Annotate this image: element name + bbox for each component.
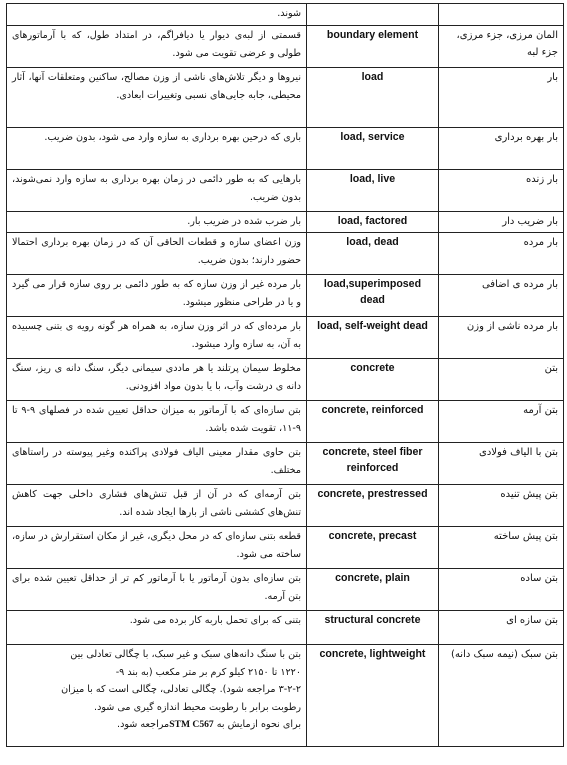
definition-cell: بتن حاوی مقدار معینی الیاف فولادی پراکنده وغیر پیوسته در راستاهای مختلف. xyxy=(7,443,307,485)
glossary-table xyxy=(6,3,564,747)
definition-cell: قطعه بتنی سازه‌ای که در محل دیگری، غیر از مکان استقرارش در سازه، ساخته می شود. xyxy=(7,527,307,569)
definition-text: برای نحوه ازمایش به xyxy=(216,719,301,730)
table-row xyxy=(7,128,564,170)
english-term-cell: concrete xyxy=(307,359,439,401)
english-term-cell: boundary element xyxy=(307,26,439,68)
definition-cell: وزن اعضای سازه و قطعات الحاقی آن که در زمان بهره برداری احتمالا حضور دارند؛ بدون ضریب. xyxy=(7,233,307,275)
english-term-cell: load, dead xyxy=(307,233,439,275)
table-row xyxy=(7,401,564,443)
persian-term-cell: بار مرده xyxy=(439,233,564,275)
persian-term-cell: بار مرده ناشی از وزن xyxy=(439,317,564,359)
table-row xyxy=(7,645,564,747)
definition-line: ۱۲۲۰ تا ۲۱۵۰ کیلو کرم بر متر مکعب (به بند ۹- xyxy=(115,666,301,678)
definition-line: ۳-۲-۲ مراجعه شود). چگالی تعادلی، چگالی است که با میزان xyxy=(61,684,301,695)
english-term-cell: concrete, prestressed xyxy=(307,485,439,527)
persian-term-cell xyxy=(439,4,564,26)
persian-term-cell: المان مرزی، جزء مرزی، جزء لبه xyxy=(439,26,564,68)
standard-code: STM C567 xyxy=(169,719,214,730)
definition-cell: مخلوط سیمان پرتلند یا هر ماددی سیمانی دیگر، سنگ دانه ی ریز، سنگ دانه ی درشت وآب، با یا بدون مواد افزودنی. xyxy=(7,359,307,401)
table-row xyxy=(7,275,564,317)
definition-cell: قسمتی از لبه‌ی دیوار یا دیافراگم، در امتداد طول، که با آرماتورهای طولی و عرضی تقویت می شود. xyxy=(7,26,307,68)
persian-term-cell: بار زنده xyxy=(439,170,564,212)
definition-line xyxy=(12,716,301,734)
english-term-cell: load, live xyxy=(307,170,439,212)
table-row xyxy=(7,485,564,527)
english-term-cell: load, self-weight dead xyxy=(307,317,439,359)
table-row xyxy=(7,569,564,611)
table-row xyxy=(7,527,564,569)
persian-term-cell: بار ضریب دار xyxy=(439,212,564,233)
english-term-cell: load,superimposed dead xyxy=(307,275,439,317)
table-row xyxy=(7,68,564,128)
english-term-cell: structural concrete xyxy=(307,611,439,645)
definition-cell: بتن سازه‌ای که با آرماتور به میزان حداقل تعیین شده در فصلهای ۹-۹ تا ۹-۱۱، تقویت شده باشد. xyxy=(7,401,307,443)
english-term-cell: concrete, steel fiber reinforced xyxy=(307,443,439,485)
definition-line: رطوبت برابر با رطوبت محیط اندازه گیری می شود. xyxy=(94,701,301,713)
persian-term-cell: بتن با الیاف فولادی xyxy=(439,443,564,485)
table-row xyxy=(7,4,564,26)
english-term-cell: concrete, lightweight xyxy=(307,645,439,747)
english-term-cell: concrete, plain xyxy=(307,569,439,611)
table-row xyxy=(7,26,564,68)
definition-cell: بارهایی که به طور دائمی در زمان بهره برداری به سازه وارد نمی‌شوند، بدون ضریب. xyxy=(7,170,307,212)
english-term-cell: load xyxy=(307,68,439,128)
persian-term-cell: بتن پیش تنیده xyxy=(439,485,564,527)
persian-term-cell: بار xyxy=(439,68,564,128)
english-term-cell: concrete, reinforced xyxy=(307,401,439,443)
persian-term-cell: بار بهره برداری xyxy=(439,128,564,170)
table-row xyxy=(7,233,564,275)
table-row xyxy=(7,317,564,359)
definition-text: مراجعه شود. xyxy=(117,719,170,730)
definition-cell: نیروها و دیگر تلاش‌های ناشی از وزن مصالح، ساکنین ومتعلقات آنها، آثار محیطی، جابه جایی‌های نسبی وتغییرات ابعادی. xyxy=(7,68,307,128)
persian-term-cell: بتن سازه ای xyxy=(439,611,564,645)
table-row xyxy=(7,170,564,212)
table-row xyxy=(7,443,564,485)
definition-line: بتن با سنگ دانه‌های سبک و غیر سبک، با چگالی تعادلی بین xyxy=(70,649,301,660)
persian-term-cell: بار مرده ی اضافی xyxy=(439,275,564,317)
definition-cell: بار ضرب شده در ضریب بار. xyxy=(7,212,307,233)
definition-cell: بتن آرمه‌ای که در آن از قبل تنش‌های فشاری داخلی جهت کاهش تنش‌های کششی ناشی از بارها ایجاد شده اند. xyxy=(7,485,307,527)
english-term-cell xyxy=(307,4,439,26)
persian-term-cell: بتن xyxy=(439,359,564,401)
table-row xyxy=(7,611,564,645)
persian-term-cell: بتن آرمه xyxy=(439,401,564,443)
table-row xyxy=(7,212,564,233)
persian-term-cell: بتن ساده xyxy=(439,569,564,611)
english-term-cell: load, factored xyxy=(307,212,439,233)
persian-term-cell: بتن سبک (نیمه سبک دانه) xyxy=(439,645,564,747)
definition-cell: شوند. xyxy=(7,4,307,26)
english-term-cell: concrete, precast xyxy=(307,527,439,569)
definition-cell: بار مرده‌ای که در اثر وزن سازه، به همراه هر گونه رویه ی بتنی چسبیده به آن، به سازه وارد میشود. xyxy=(7,317,307,359)
definition-cell xyxy=(7,645,307,747)
definition-cell: بتنی که برای تحمل باربه کار برده می شود. xyxy=(7,611,307,645)
table-row xyxy=(7,359,564,401)
persian-term-cell: بتن پیش ساخته xyxy=(439,527,564,569)
definition-cell: بتن سازه‌ای بدون آرماتور یا با آرماتور کم تر از حداقل تعیین شده برای بتن آرمه. xyxy=(7,569,307,611)
glossary-body xyxy=(7,4,564,747)
definition-cell: باری که درحین بهره برداری به سازه وارد می شود، بدون ضریب. xyxy=(7,128,307,170)
english-term-cell: load, service xyxy=(307,128,439,170)
definition-cell: بار مرده غیر از وزن سازه که به طور دائمی بر روی سازه قرار می گیرد و یا در طراحی منظور میشود. xyxy=(7,275,307,317)
